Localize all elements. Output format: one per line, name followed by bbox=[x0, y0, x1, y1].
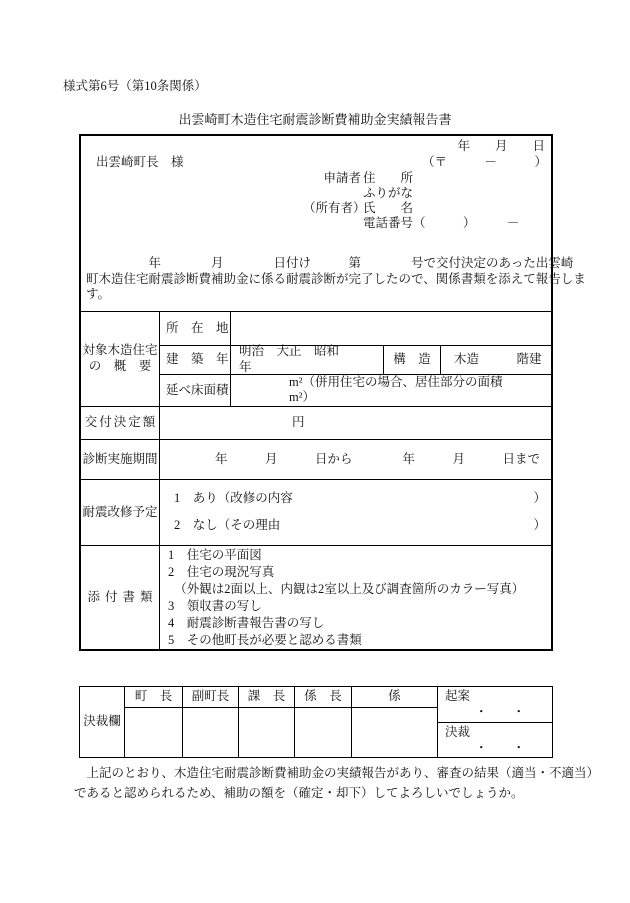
footer-note bbox=[74, 764, 599, 803]
grant-value-cell: 円 bbox=[292, 415, 305, 430]
attachment-item-2-note: （外観は2面以上、内観は2室以上及び調査箇所のカラー写真） bbox=[168, 581, 525, 596]
built-year-value-cell: 明治 大正 昭和 年 bbox=[239, 344, 390, 374]
approval-column-deputy-mayor bbox=[183, 687, 239, 757]
retrofit-option-2 bbox=[160, 518, 551, 534]
date-line: 年 月 日 bbox=[457, 139, 545, 153]
attachment-item-1: 1 住宅の平面図 bbox=[168, 547, 262, 562]
overview-row bbox=[81, 311, 551, 406]
addressee-line: 出雲崎町長 様 bbox=[96, 155, 184, 169]
report-header-section bbox=[81, 136, 586, 311]
retrofit-label-cell: 耐震改修予定 bbox=[81, 480, 160, 545]
attachments-label: 添付書類 bbox=[87, 589, 158, 604]
approval-date-column bbox=[438, 687, 552, 757]
approval-stamp-cell-mayor bbox=[125, 708, 182, 757]
grant-label: 交付決定額 bbox=[84, 415, 158, 430]
document-title: 出雲崎町木造住宅耐震診断費補助金実績報告書 bbox=[178, 112, 452, 127]
furigana-row bbox=[303, 186, 519, 201]
kessai-date-dots: ・ ・ bbox=[475, 740, 526, 755]
attachments-list bbox=[160, 546, 551, 649]
period-label-cell: 診断実施期間 bbox=[81, 440, 160, 479]
built-year-row bbox=[160, 345, 551, 374]
attachment-item-2: 2 住宅の現況写真 bbox=[168, 564, 275, 579]
approval-stamp-cell-unit-chief bbox=[295, 708, 351, 757]
retrofit-option-1-text: 1 あり（改修の内容 bbox=[174, 491, 293, 506]
floor-area-value-cell: m²（併用住宅の場合、居住部分の面積 m²） bbox=[289, 374, 553, 405]
postal-code-line: （〒 － ） bbox=[421, 155, 547, 169]
diagnosis-period-row bbox=[81, 439, 551, 479]
retrofit-option-1-close-paren: ） bbox=[533, 491, 546, 506]
overview-subrows bbox=[160, 312, 551, 406]
overview-label-line1: 対象木造住宅 bbox=[82, 343, 158, 358]
built-year-label-cell: 建 築 年 bbox=[160, 346, 231, 374]
intro-line-1: 年 月 日付け 第 号で交付決定のあった出雲崎 bbox=[86, 256, 574, 270]
attachments-label-cell bbox=[81, 546, 160, 649]
kessai-label: 決裁 bbox=[445, 725, 471, 739]
applicant-block bbox=[303, 171, 519, 231]
grant-label-cell bbox=[81, 407, 160, 439]
approval-header-staff: 係 bbox=[352, 687, 437, 708]
attachment-item-4: 4 耐震診断書報告書の写し bbox=[168, 615, 325, 630]
overview-label-cell bbox=[81, 312, 160, 406]
retrofit-option-2-text: 2 なし（その理由 bbox=[174, 517, 281, 532]
approval-header-mayor: 町 長 bbox=[125, 687, 182, 708]
form-number-label: 様式第6号（第10条関係） bbox=[63, 79, 207, 93]
floor-area-label-cell: 延べ床面積 bbox=[160, 375, 231, 406]
approval-column-staff bbox=[352, 687, 438, 757]
report-box bbox=[79, 134, 586, 651]
phone-row bbox=[303, 216, 519, 231]
approval-table bbox=[79, 686, 553, 758]
approval-stamp-cell-staff bbox=[352, 708, 437, 757]
structure-label-cell: 構 造 bbox=[383, 346, 440, 374]
retrofit-option-1 bbox=[160, 491, 551, 507]
applicant-label: 申請者 bbox=[323, 170, 361, 185]
approval-stamp-cell-deputy-mayor bbox=[183, 708, 238, 757]
location-row bbox=[160, 312, 551, 345]
period-value-cell: 年 月 日から 年 月 日まで bbox=[215, 451, 541, 466]
intro-line-2: 町木造住宅耐震診断費補助金に係る耐震診断が完了したので、関係書類を添えて報告しま bbox=[86, 271, 586, 286]
name-field-label: 氏 名 bbox=[363, 200, 414, 215]
approval-label-cell: 決裁欄 bbox=[80, 687, 125, 757]
approval-stamp-cell-section-chief bbox=[239, 708, 294, 757]
approval-column-mayor bbox=[125, 687, 183, 757]
attachments-row bbox=[81, 545, 551, 649]
overview-label-line2: の 概 要 bbox=[88, 359, 152, 373]
floor-area-row bbox=[160, 374, 551, 406]
approval-column-unit-chief bbox=[295, 687, 352, 757]
retrofit-options bbox=[160, 480, 551, 545]
location-label-cell: 所 在 地 bbox=[160, 312, 231, 345]
approval-header-deputy-mayor: 副町長 bbox=[183, 687, 238, 708]
kian-cell bbox=[438, 687, 552, 723]
kessai-cell bbox=[438, 723, 552, 757]
approval-header-section-chief: 課 長 bbox=[239, 687, 294, 708]
attachment-item-3: 3 領収書の写し bbox=[168, 598, 262, 613]
intro-line-3: す。 bbox=[86, 287, 111, 301]
kian-label: 起案 bbox=[445, 689, 471, 703]
structure-value-cell: 木造 階建 bbox=[440, 346, 551, 374]
owner-label: （所有者） bbox=[303, 200, 366, 215]
footer-line-1: 上記のとおり、木造住宅耐震診断費補助金の実績報告があり、審査の結果（適当・不適当） bbox=[74, 766, 600, 780]
attachment-item-5: 5 その他町長が必要と認める書類 bbox=[168, 632, 362, 647]
retrofit-plan-row bbox=[81, 479, 551, 545]
address-field-label: 住 所 bbox=[363, 170, 414, 185]
approval-column-section-chief bbox=[239, 687, 295, 757]
furigana-field-label: ふりがな bbox=[363, 185, 414, 200]
intro-paragraph bbox=[86, 256, 586, 303]
phone-field-label: 電話番号（ ） － bbox=[363, 215, 520, 230]
approval-header-unit-chief: 係 長 bbox=[295, 687, 351, 708]
location-value-cell bbox=[231, 312, 551, 345]
kian-date-dots: ・ ・ bbox=[475, 704, 526, 719]
grant-amount-row bbox=[81, 406, 551, 439]
applicant-address-row bbox=[303, 171, 519, 186]
footer-line-2: であると認められるため、補助の額を（確定・却下）してよろしいでしょうか。 bbox=[74, 785, 524, 800]
owner-name-row bbox=[303, 201, 519, 216]
retrofit-option-2-close-paren: ） bbox=[533, 517, 546, 532]
